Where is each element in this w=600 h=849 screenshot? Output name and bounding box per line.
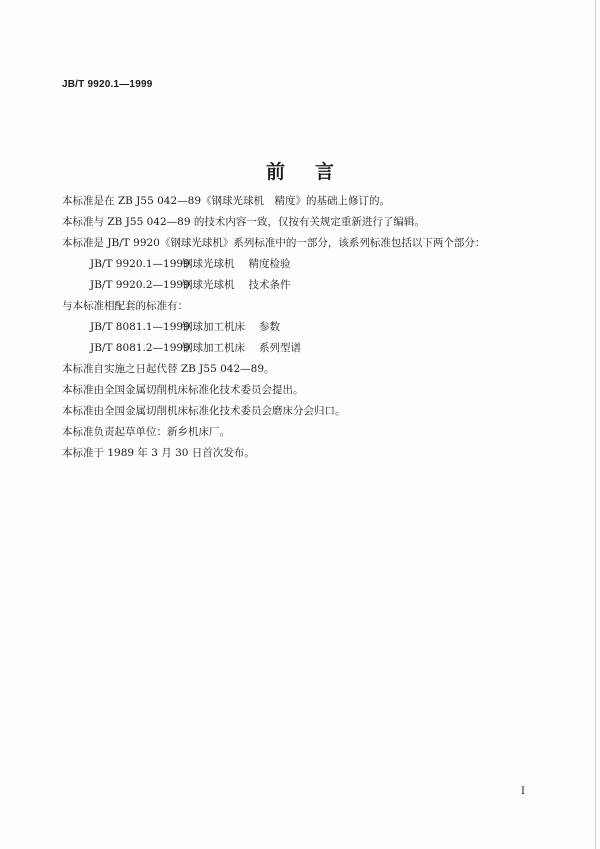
series-part-1-sub: 精度检验 — [248, 258, 291, 270]
series-part-1-code: JB/T 9920.1—1999 — [90, 258, 190, 270]
page-edge — [595, 0, 596, 849]
companion-standard-1 — [90, 320, 280, 334]
title-char-2: 言 — [315, 161, 335, 183]
series-part-1 — [90, 257, 291, 271]
paragraph-replaces: 本标准自实施之日起代替 ZB J55 042—89。 — [62, 363, 275, 375]
series-part-2 — [90, 278, 291, 292]
paragraph-drafting-unit: 本标准负责起草单位：新乡机床厂。 — [62, 426, 230, 438]
page-number: I — [521, 786, 525, 797]
companion-standard-1-code: JB/T 8081.1—1999 — [90, 321, 190, 333]
paragraph-revision-basis: 本标准是在 ZB J55 042—89《钢球光球机 精度》的基础上修订的。 — [62, 195, 390, 207]
companion-standard-2-sub: 系列型谱 — [259, 342, 301, 354]
standard-code-header: JB/T 9920.1—1999 — [62, 79, 153, 90]
title-char-1: 前 — [265, 161, 285, 183]
companion-standard-2-name: 钢球加工机床 — [182, 342, 245, 354]
paragraph-technical-content: 本标准与 ZB J55 042—89 的技术内容一致，仅按有关规定重新进行了编辑。 — [62, 216, 425, 228]
foreword-title — [0, 157, 600, 184]
companion-standard-2-code: JB/T 8081.2—1999 — [90, 342, 190, 354]
series-part-2-sub: 技术条件 — [248, 279, 291, 291]
paragraph-proposed-by: 本标准由全国金属切削机床标准化技术委员会提出。 — [62, 384, 304, 396]
series-part-1-name: 钢球光球机 — [182, 258, 235, 270]
paragraph-centralized-by: 本标准由全国金属切削机床标准化技术委员会磨床分会归口。 — [62, 405, 346, 417]
series-part-2-name: 钢球光球机 — [182, 279, 235, 291]
companion-intro: 与本标准相配套的标准有： — [62, 300, 188, 312]
companion-standard-1-name: 钢球加工机床 — [182, 321, 245, 333]
series-part-2-code: JB/T 9920.2—1999 — [90, 279, 190, 291]
paragraph-series-intro: 本标准是 JB/T 9920《钢球光球机》系列标准中的一部分，该系列标准包括以下两个部分： — [62, 237, 486, 249]
companion-standard-1-sub: 参数 — [259, 321, 280, 333]
paragraph-first-issued: 本标准于 1989 年 3 月 30 日首次发布。 — [62, 447, 255, 459]
companion-standard-2 — [90, 341, 301, 355]
